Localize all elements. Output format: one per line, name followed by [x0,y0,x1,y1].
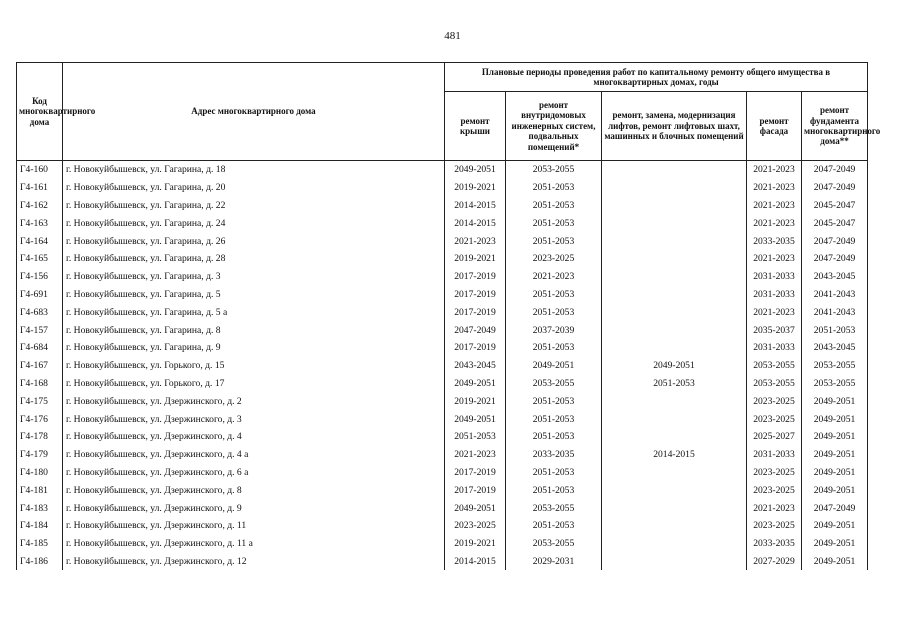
repair-schedule-table [16,62,881,570]
header-engineering: ремонт внутридомовых инженерных систем, подвальных помещений* [506,92,602,161]
header-code: Код многоквартирного дома [17,63,63,161]
table-row [17,517,868,535]
cell-foundation: 2049-2051 [802,428,868,446]
header-lifts: ремонт, замена, модернизация лифтов, ремонт лифтовых шахт, машинных и блочных помещений [602,92,747,161]
cell-foundation: 2047-2049 [802,161,868,179]
cell-address: г. Новокуйбышевск, ул. Дзержинского, д. 3 [63,410,445,428]
cell-engineering: 2051-2053 [506,303,602,321]
table-row [17,232,868,250]
header-address: Адрес многоквартирного дома [63,63,445,161]
cell-foundation: 2049-2051 [802,535,868,553]
cell-roof: 2049-2051 [445,161,506,179]
cell-engineering: 2051-2053 [506,517,602,535]
cell-roof: 2019-2021 [445,250,506,268]
cell-address: г. Новокуйбышевск, ул. Горького, д. 17 [63,375,445,393]
cell-lifts [602,410,747,428]
cell-lifts [602,250,747,268]
cell-code: Г4-684 [17,339,63,357]
cell-facade: 2027-2029 [747,553,802,571]
cell-address: г. Новокуйбышевск, ул. Гагарина, д. 5 [63,286,445,304]
cell-foundation: 2043-2045 [802,339,868,357]
cell-code: Г4-167 [17,357,63,375]
cell-address: г. Новокуйбышевск, ул. Дзержинского, д. 11 [63,517,445,535]
header-roof: ремонт крыши [445,92,506,161]
cell-engineering: 2049-2051 [506,357,602,375]
cell-lifts [602,339,747,357]
cell-address: г. Новокуйбышевск, ул. Дзержинского, д. 11 а [63,535,445,553]
cell-code: Г4-168 [17,375,63,393]
cell-code: Г4-175 [17,392,63,410]
table-row [17,286,868,304]
cell-address: г. Новокуйбышевск, ул. Горького, д. 15 [63,357,445,375]
cell-address: г. Новокуйбышевск, ул. Дзержинского, д. 8 [63,481,445,499]
cell-engineering: 2053-2055 [506,535,602,553]
cell-foundation: 2041-2043 [802,286,868,304]
cell-code: Г4-161 [17,179,63,197]
cell-address: г. Новокуйбышевск, ул. Гагарина, д. 22 [63,197,445,215]
cell-roof: 2021-2023 [445,446,506,464]
cell-foundation: 2045-2047 [802,197,868,215]
cell-code: Г4-186 [17,553,63,571]
cell-facade: 2033-2035 [747,232,802,250]
cell-code: Г4-178 [17,428,63,446]
cell-code: Г4-691 [17,286,63,304]
cell-code: Г4-164 [17,232,63,250]
cell-foundation: 2047-2049 [802,232,868,250]
cell-facade: 2021-2023 [747,161,802,179]
table-row [17,481,868,499]
cell-engineering: 2051-2053 [506,286,602,304]
cell-facade: 2035-2037 [747,321,802,339]
cell-address: г. Новокуйбышевск, ул. Дзержинского, д. 4 [63,428,445,446]
cell-lifts: 2051-2053 [602,375,747,393]
cell-engineering: 2051-2053 [506,214,602,232]
table-row [17,428,868,446]
cell-foundation: 2049-2051 [802,446,868,464]
cell-facade: 2031-2033 [747,286,802,304]
cell-engineering: 2021-2023 [506,268,602,286]
cell-facade: 2021-2023 [747,197,802,215]
cell-address: г. Новокуйбышевск, ул. Гагарина, д. 5 а [63,303,445,321]
cell-engineering: 2029-2031 [506,553,602,571]
cell-lifts [602,161,747,179]
cell-address: г. Новокуйбышевск, ул. Дзержинского, д. 12 [63,553,445,571]
cell-roof: 2049-2051 [445,499,506,517]
cell-code: Г4-183 [17,499,63,517]
cell-foundation: 2043-2045 [802,268,868,286]
cell-foundation: 2051-2053 [802,321,868,339]
cell-lifts [602,499,747,517]
cell-foundation: 2047-2049 [802,499,868,517]
table-body [17,161,868,571]
cell-roof: 2049-2051 [445,375,506,393]
cell-code: Г4-157 [17,321,63,339]
cell-code: Г4-160 [17,161,63,179]
cell-code: Г4-184 [17,517,63,535]
table-row [17,499,868,517]
table-row [17,339,868,357]
table-row [17,535,868,553]
cell-address: г. Новокуйбышевск, ул. Гагарина, д. 26 [63,232,445,250]
cell-foundation: 2049-2051 [802,553,868,571]
cell-roof: 2017-2019 [445,268,506,286]
cell-engineering: 2051-2053 [506,179,602,197]
header-foundation: ремонт фундамента многоквартирного дома** [802,92,868,161]
cell-facade: 2023-2025 [747,481,802,499]
cell-roof: 2017-2019 [445,339,506,357]
cell-code: Г4-156 [17,268,63,286]
cell-facade: 2023-2025 [747,517,802,535]
cell-lifts [602,303,747,321]
cell-code: Г4-162 [17,197,63,215]
cell-address: г. Новокуйбышевск, ул. Гагарина, д. 28 [63,250,445,268]
cell-facade: 2031-2033 [747,268,802,286]
cell-lifts [602,464,747,482]
cell-code: Г4-165 [17,250,63,268]
cell-engineering: 2033-2035 [506,446,602,464]
cell-lifts [602,232,747,250]
cell-roof: 2014-2015 [445,214,506,232]
cell-engineering: 2053-2055 [506,499,602,517]
cell-lifts [602,197,747,215]
cell-roof: 2019-2021 [445,535,506,553]
cell-address: г. Новокуйбышевск, ул. Дзержинского, д. 6 а [63,464,445,482]
cell-foundation: 2047-2049 [802,179,868,197]
cell-foundation: 2049-2051 [802,410,868,428]
cell-foundation: 2041-2043 [802,303,868,321]
page-number: 481 [444,30,461,42]
cell-engineering: 2051-2053 [506,481,602,499]
cell-lifts [602,179,747,197]
cell-code: Г4-185 [17,535,63,553]
cell-facade: 2025-2027 [747,428,802,446]
cell-engineering: 2051-2053 [506,392,602,410]
cell-foundation: 2049-2051 [802,392,868,410]
table-row [17,161,868,179]
cell-foundation: 2049-2051 [802,517,868,535]
cell-lifts [602,428,747,446]
cell-engineering: 2051-2053 [506,232,602,250]
cell-roof: 2049-2051 [445,410,506,428]
cell-facade: 2021-2023 [747,250,802,268]
cell-facade: 2033-2035 [747,535,802,553]
cell-roof: 2019-2021 [445,179,506,197]
cell-address: г. Новокуйбышевск, ул. Гагарина, д. 20 [63,179,445,197]
cell-code: Г4-180 [17,464,63,482]
cell-facade: 2021-2023 [747,499,802,517]
cell-engineering: 2051-2053 [506,197,602,215]
table-row [17,321,868,339]
cell-foundation: 2047-2049 [802,250,868,268]
cell-lifts [602,481,747,499]
cell-foundation: 2045-2047 [802,214,868,232]
cell-address: г. Новокуйбышевск, ул. Гагарина, д. 8 [63,321,445,339]
cell-roof: 2051-2053 [445,428,506,446]
cell-address: г. Новокуйбышевск, ул. Дзержинского, д. 2 [63,392,445,410]
table-row [17,392,868,410]
cell-code: Г4-179 [17,446,63,464]
repair-schedule-table-wrap [16,62,881,570]
cell-facade: 2021-2023 [747,179,802,197]
cell-facade: 2031-2033 [747,446,802,464]
table-row [17,410,868,428]
cell-facade: 2021-2023 [747,214,802,232]
table-row [17,446,868,464]
cell-engineering: 2051-2053 [506,410,602,428]
table-row [17,357,868,375]
cell-facade: 2053-2055 [747,357,802,375]
cell-roof: 2017-2019 [445,481,506,499]
table-header [17,63,881,161]
table-row [17,553,868,571]
cell-facade: 2031-2033 [747,339,802,357]
cell-lifts [602,553,747,571]
cell-engineering: 2053-2055 [506,161,602,179]
header-facade: ремонт фасада [747,92,802,161]
cell-lifts [602,268,747,286]
cell-roof: 2017-2019 [445,286,506,304]
cell-code: Г4-176 [17,410,63,428]
cell-foundation: 2049-2051 [802,481,868,499]
table-row [17,464,868,482]
cell-lifts [602,517,747,535]
table-row [17,214,868,232]
cell-address: г. Новокуйбышевск, ул. Гагарина, д. 9 [63,339,445,357]
cell-roof: 2014-2015 [445,553,506,571]
cell-lifts: 2049-2051 [602,357,747,375]
cell-engineering: 2051-2053 [506,339,602,357]
table-row [17,179,868,197]
table-row [17,268,868,286]
cell-facade: 2023-2025 [747,464,802,482]
cell-facade: 2023-2025 [747,392,802,410]
cell-engineering: 2023-2025 [506,250,602,268]
cell-foundation: 2049-2051 [802,464,868,482]
cell-engineering: 2051-2053 [506,428,602,446]
cell-lifts [602,321,747,339]
cell-roof: 2043-2045 [445,357,506,375]
cell-facade: 2053-2055 [747,375,802,393]
cell-lifts: 2014-2015 [602,446,747,464]
table-row [17,197,868,215]
cell-address: г. Новокуйбышевск, ул. Дзержинского, д. 9 [63,499,445,517]
cell-code: Г4-683 [17,303,63,321]
cell-engineering: 2053-2055 [506,375,602,393]
table-row [17,250,868,268]
cell-code: Г4-181 [17,481,63,499]
cell-lifts [602,535,747,553]
cell-facade: 2023-2025 [747,410,802,428]
cell-lifts [602,286,747,304]
cell-roof: 2017-2019 [445,464,506,482]
cell-lifts [602,214,747,232]
cell-roof: 2017-2019 [445,303,506,321]
cell-code: Г4-163 [17,214,63,232]
cell-address: г. Новокуйбышевск, ул. Гагарина, д. 24 [63,214,445,232]
cell-foundation: 2053-2055 [802,375,868,393]
cell-address: г. Новокуйбышевск, ул. Гагарина, д. 3 [63,268,445,286]
cell-roof: 2021-2023 [445,232,506,250]
cell-facade: 2021-2023 [747,303,802,321]
table-row [17,303,868,321]
cell-lifts [602,392,747,410]
cell-address: г. Новокуйбышевск, ул. Гагарина, д. 18 [63,161,445,179]
cell-roof: 2019-2021 [445,392,506,410]
cell-engineering: 2051-2053 [506,464,602,482]
cell-address: г. Новокуйбышевск, ул. Дзержинского, д. 4 а [63,446,445,464]
table-row [17,375,868,393]
header-periods-group: Плановые периоды проведения работ по капитальному ремонту общего имущества в многоквартирных домах, годы [445,63,868,92]
cell-roof: 2047-2049 [445,321,506,339]
cell-roof: 2014-2015 [445,197,506,215]
cell-foundation: 2053-2055 [802,357,868,375]
cell-engineering: 2037-2039 [506,321,602,339]
cell-roof: 2023-2025 [445,517,506,535]
